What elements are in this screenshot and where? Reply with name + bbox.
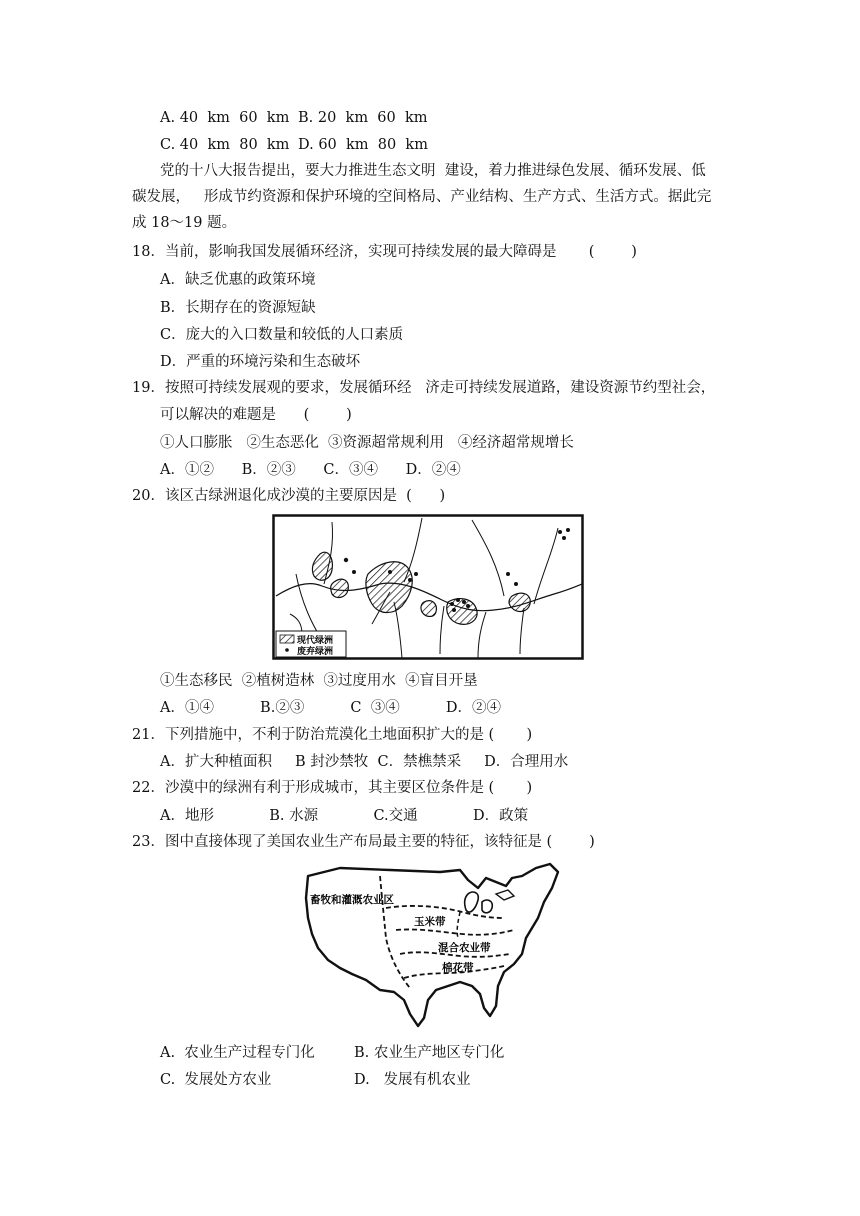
q18-option-c: C．庞大的入口数量和较低的人口素质: [160, 327, 404, 343]
q22-stem: 22．沙漠中的绿洲有利于形成城市，其主要区位条件是 ( ): [132, 780, 533, 796]
legend-dot-swatch: [285, 648, 289, 652]
q23-option-a: A. 农业生产过程专门化: [160, 1045, 315, 1061]
q17-option-d: D. 60 km 80 km: [298, 137, 428, 153]
great-lakes: [482, 900, 492, 913]
q23-stem: 23．图中直接体现了美国农业生产布局最主要的特征，该特征是 ( ): [132, 834, 595, 850]
us-agriculture-map: [300, 858, 565, 1030]
q21-options: A．扩大种植面积 B 封沙禁牧 C．禁樵禁采 D．合理用水: [160, 754, 569, 770]
modern-oasis: [421, 601, 436, 617]
q17-option-b: B. 20 km 60 km: [298, 110, 428, 126]
label-mixed-farming: 混合农业带: [438, 942, 491, 954]
q22-options: A．地形 B. 水源 C.交通 D．政策: [160, 808, 529, 824]
label-corn-belt: 玉米带: [414, 916, 446, 928]
q23-option-b: B. 农业生产地区专门化: [354, 1045, 505, 1061]
q18-stem: 18．当前，影响我国发展循环经济，实现可持续发展的最大障碍是 ( ): [132, 244, 637, 260]
q18-option-a: A．缺乏优惠的政策环境: [160, 272, 316, 288]
intro-line-2: 碳发展， 形成节约资源和保护环境的空间格局、产业结构、生产方式、生活方式。据此完: [132, 189, 712, 205]
q23-option-c: C. 发展处方农业: [160, 1072, 272, 1088]
q20-items: ①生态移民 ②植树造林 ③过度用水 ④盲目开垦: [160, 673, 478, 689]
q20-stem: 20．该区古绿洲退化成沙漠的主要原因是 ( ): [132, 488, 446, 504]
us-outline: [306, 864, 558, 1026]
modern-oasis: [509, 593, 530, 611]
modern-oasis: [331, 579, 349, 597]
legend-modern-oasis: 现代绿洲: [297, 636, 334, 646]
q18-option-d: D．严重的环境污染和生态破坏: [160, 354, 361, 370]
q20-options: A．①④ B.②③ C ③④ D．②④: [160, 700, 501, 716]
legend-abandoned-oasis: 废弃绿洲: [297, 647, 334, 657]
q19-items: ①人口膨胀 ②生态恶化 ③资源超常规利用 ④经济超常规增长: [160, 435, 574, 451]
q19-stem-2: 可以解决的难题是 ( ): [160, 407, 352, 423]
oasis-map: [272, 514, 584, 660]
legend-hatch-swatch: [280, 635, 294, 643]
intro-line-1: 党的十八大报告提出，要大力推进生态文明 建设，着力推进绿色发展、循环发展、低: [160, 163, 706, 179]
q19-stem-1: 19．按照可持续发展观的要求，发展循环经 济走可持续发展道路，建设资源节约型社会，: [132, 380, 716, 396]
label-cotton-belt: 棉花带: [442, 962, 474, 974]
q21-stem: 21．下列措施中，不利于防治荒漠化土地面积扩大的是 ( ): [132, 727, 533, 743]
q17-option-c: C. 40 km 80 km: [160, 137, 290, 153]
label-ranch-irrigation: 畜牧和灌溉农业区: [310, 894, 394, 906]
q17-option-a: A. 40 km 60 km: [160, 110, 290, 126]
q18-option-b: B．长期存在的资源短缺: [160, 300, 316, 316]
q19-options: A．①② B．②③ C．③④ D．②④: [160, 462, 461, 478]
intro-line-3: 成 18～19 题。: [132, 215, 237, 231]
q23-option-d: D. 发展有机农业: [354, 1072, 471, 1088]
